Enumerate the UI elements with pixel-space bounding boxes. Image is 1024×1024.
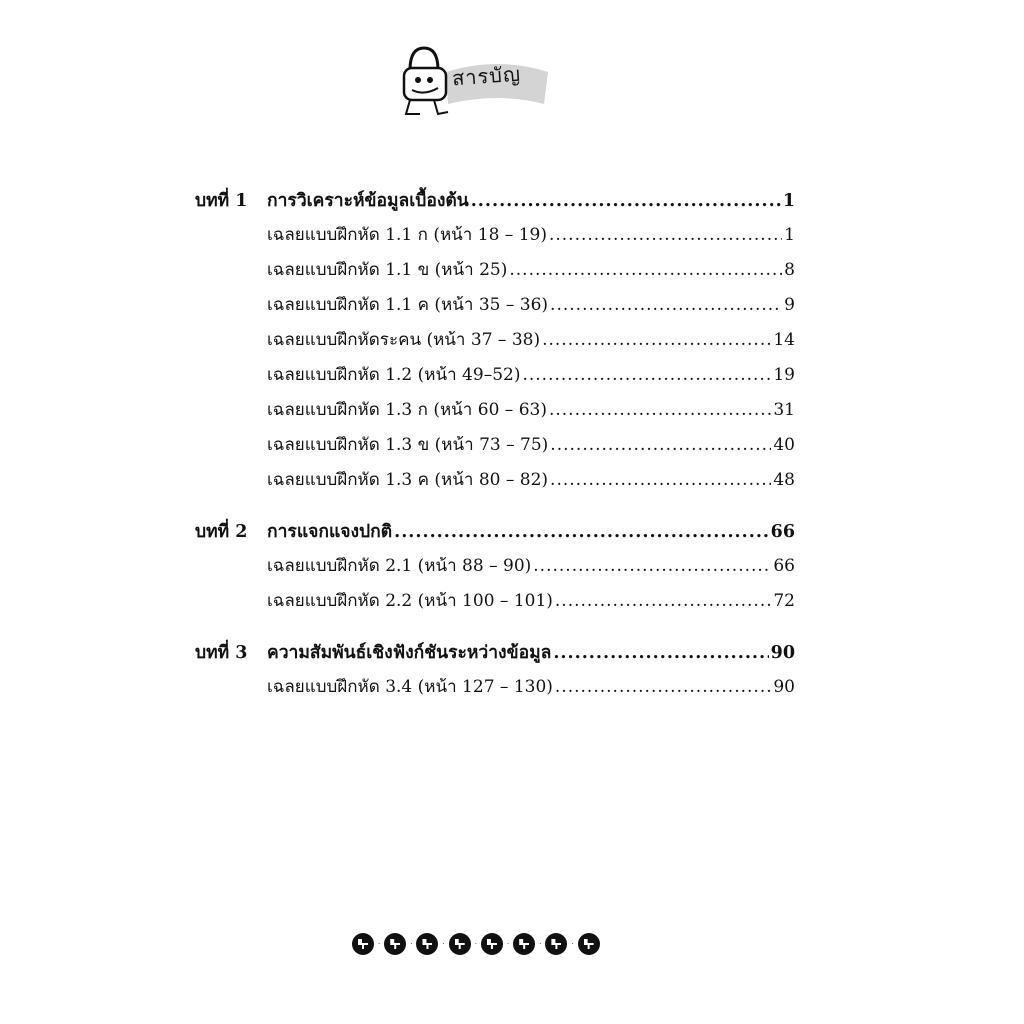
dot-leader (549, 225, 782, 245)
round-badge-icon (545, 933, 567, 955)
toc-entry[interactable] (195, 587, 795, 622)
page-number: 90 (770, 643, 795, 663)
page-number: 1 (784, 225, 795, 245)
dot-leader (550, 435, 771, 455)
round-badge-icon (352, 933, 374, 955)
entry-title: เฉลยแบบฝึกหัด 1.1 ก (หน้า 18 – 19) (267, 225, 547, 245)
dot-leader (550, 295, 782, 315)
chapter-title: ความสัมพันธ์เชิงฟังก์ชันระหว่างข้อมูล (267, 643, 552, 663)
entry-title: เฉลยแบบฝึกหัด 1.3 ค (หน้า 80 – 82) (267, 470, 549, 490)
round-badge-icon (384, 933, 406, 955)
toc-entry[interactable] (195, 221, 795, 256)
page-number: 8 (784, 260, 795, 280)
entry-title: เฉลยแบบฝึกหัด 3.4 (หน้า 127 – 130) (267, 677, 553, 697)
round-badge-icon (513, 933, 535, 955)
page-number: 1 (782, 191, 795, 211)
table-of-contents (195, 186, 795, 708)
entry-title: เฉลยแบบฝึกหัด 1.1 ข (หน้า 25) (267, 260, 508, 280)
toc-entry[interactable] (195, 466, 795, 501)
round-badge-icon (481, 933, 503, 955)
dot-leader (549, 400, 771, 420)
page-number: 31 (773, 400, 795, 420)
dot-leader (555, 677, 771, 697)
footer-decoration: · · · · · · · (352, 930, 602, 958)
toc-entry[interactable] (195, 673, 795, 708)
entry-title: เฉลยแบบฝึกหัดระคน (หน้า 37 – 38) (267, 330, 541, 350)
dot-leader (542, 330, 771, 350)
toc-entry[interactable] (195, 552, 795, 587)
dot-leader (471, 191, 781, 211)
chapter-label: บทที่ 3 (195, 643, 248, 663)
page-number: 66 (770, 522, 795, 542)
dot-leader (509, 260, 782, 280)
dot-leader (555, 591, 771, 611)
toc-entry[interactable] (195, 431, 795, 466)
dot-leader (550, 470, 771, 490)
chapter-label: บทที่ 1 (195, 191, 248, 211)
chapter-title: การวิเคราะห์ข้อมูลเบื้องต้น (267, 191, 469, 211)
dot-leader (394, 522, 769, 542)
round-badge-icon (416, 933, 438, 955)
entry-title: เฉลยแบบฝึกหัด 1.3 ก (หน้า 60 – 63) (267, 400, 547, 420)
page-number: 9 (784, 295, 795, 315)
page-number: 48 (773, 470, 795, 490)
entry-title: เฉลยแบบฝึกหัด 2.2 (หน้า 100 – 101) (267, 591, 553, 611)
page-number: 19 (773, 365, 795, 385)
toc-entry[interactable] (195, 256, 795, 291)
page-number: 72 (773, 591, 795, 611)
entry-title: เฉลยแบบฝึกหัด 1.2 (หน้า 49–52) (267, 365, 521, 385)
page-number: 90 (773, 677, 795, 697)
round-badge-icon (449, 933, 471, 955)
page-title: สารบัญ (451, 61, 522, 91)
chapter-title: การแจกแจงปกติ (267, 522, 393, 542)
page-number: 40 (773, 435, 795, 455)
toc-entry[interactable] (195, 291, 795, 326)
entry-title: เฉลยแบบฝึกหัด 2.1 (หน้า 88 – 90) (267, 556, 532, 576)
toc-chapter-1[interactable] (195, 186, 795, 221)
dot-leader (533, 556, 771, 576)
entry-title: เฉลยแบบฝึกหัด 1.3 ข (หน้า 73 – 75) (267, 435, 549, 455)
round-badge-icon (578, 933, 600, 955)
toc-entry[interactable] (195, 326, 795, 361)
dot-leader (553, 643, 768, 663)
toc-entry[interactable] (195, 361, 795, 396)
dot-leader (522, 365, 771, 385)
page-number: 14 (773, 330, 795, 350)
toc-chapter-3[interactable] (195, 638, 795, 673)
toc-chapter-2[interactable] (195, 517, 795, 552)
entry-title: เฉลยแบบฝึกหัด 1.1 ค (หน้า 35 – 36) (267, 295, 549, 315)
chapter-label: บทที่ 2 (195, 522, 248, 542)
page-number: 66 (773, 556, 795, 576)
toc-entry[interactable] (195, 396, 795, 431)
